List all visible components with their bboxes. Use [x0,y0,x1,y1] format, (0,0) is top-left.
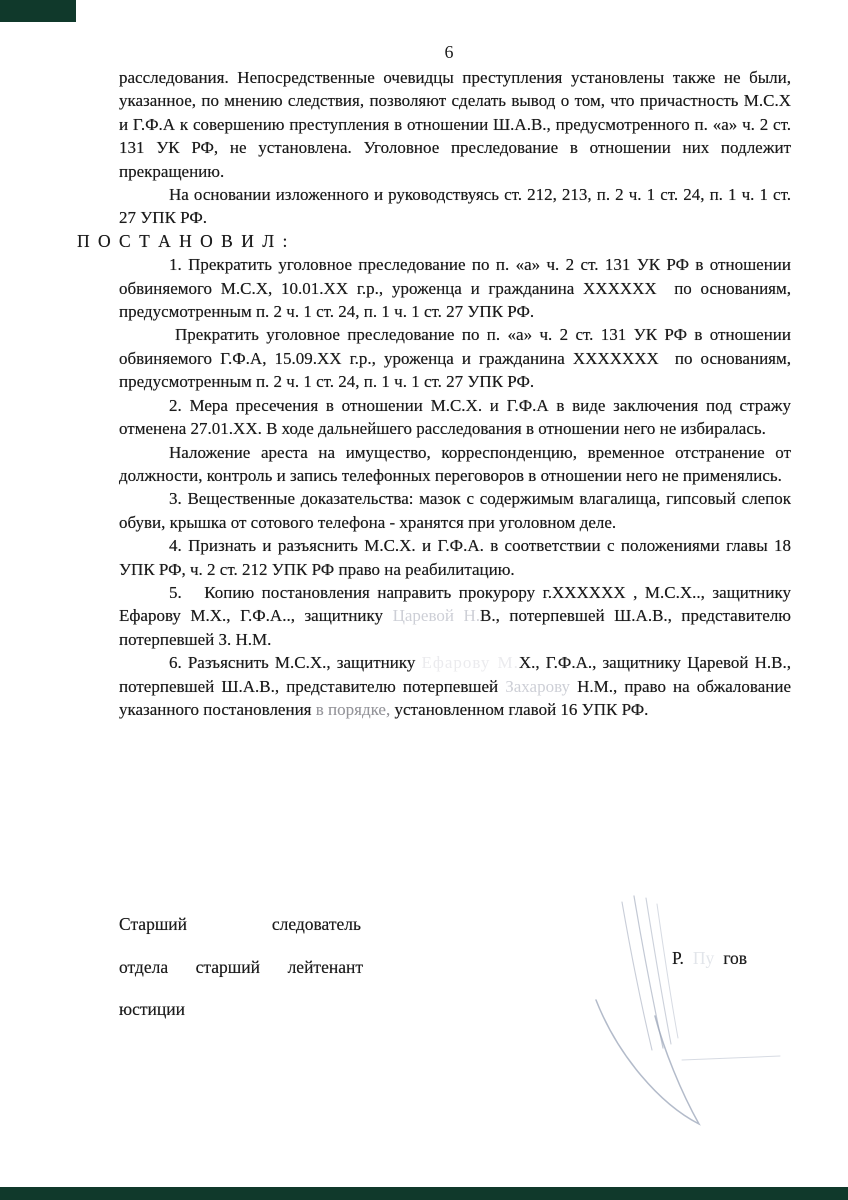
signature-block [119,914,387,1042]
scan-artifact-top-left [0,0,76,22]
para-item-2: 2. Мера пресечения в отношении М.С.Х. и Г.Ф.А в виде заключения под стражу отменена 27.01.ХХ. В ходе дальнейшего расследования в отношении него не избиралась. [119,395,791,439]
signer-title-line-1 [119,914,361,935]
item6-redacted-name-2: Захарову [505,676,571,696]
resolution-heading: П О С Т А Н О В И Л : [77,230,290,251]
item6-mid2: Н.М., право на обжалование указанного постановления [119,676,791,719]
item5-redacted-name: Царевой Н. [392,606,481,626]
item5-text: 5. Копию постановления направить прокурору г.ХХХХХХ , М.С.Х.., защитнику Ефарову М.Х., Г.Ф.А.., защитнику [119,582,791,626]
item6-faded-words: в порядке, [315,699,391,719]
signer-title-word: лейтенант [287,956,363,977]
item6-redacted-name-1: Ефарову М. [421,653,519,673]
scan-artifact-bottom-bar [0,1187,848,1200]
item6-mid: Х., Г.Ф.А., защитнику Царевой Н.В., потерпевшей Ш.А.В., представителю потерпевшей [119,653,792,696]
document-body [77,66,792,721]
signer-name-tail: гов [723,948,748,968]
signer-title-word: старший [195,956,261,977]
para-item-1: 1. Прекратить уголовное преследование по п. «а» ч. 2 ст. 131 УК РФ в отношении обвиняемого М.С.Х, 10.01.ХХ г.р., уроженца и гражданина ХХХХХХ по основаниям, предусмотренным п. 2 ч. 1 ст. 24, п. 1 ч. 1 ст. 27 УПК РФ. [119,255,791,322]
handwritten-signature [560,878,810,1168]
para-item-6 [119,651,791,721]
para-arrest: Наложение ареста на имущество, корреспонденцию, временное отстранение от должности, контроль и запись телефонных переговоров в отношении него не применялись. [119,442,791,485]
signer-title-word: отдела [119,956,169,977]
signer-name-redacted: Пу [692,948,715,968]
para-item-3: 3. Вещественные доказательства: мазок с содержимым влагалища, гипсовый слепок обуви, крышка от сотового телефона - хранятся при уголовном деле. [119,489,791,532]
item6-tail: установленном главой 16 УПК РФ. [390,699,649,719]
signer-title-word: Старший [119,914,188,934]
item6-text: 6. Разъяснить М.С.Х., защитнику [169,653,422,673]
para-item-4: 4. Признать и разъяснить М.С.Х. и Г.Ф.А. в соответствии с положениями главы 18 УПК РФ, ч. 2 ст. 212 УПК РФ право на реабилитацию. [119,536,791,579]
para-continuation: расследования. Непосредственные очевидцы преступления установлены также не были, указанное, по мнению следствия, позволяют сделать вывод о том, что причастность М.С.Х и Г.Ф.А к совершению преступления в отношении Ш.А.В., предусмотренного п. «а» ч. 2 ст. 131 УК РФ, не установлена. Уголовное преследование в отношении них подлежит прекращению. [119,68,791,181]
signer-initial: Р. [672,948,684,968]
para-item-1b: Прекратить уголовное преследование по п. «а» ч. 2 ст. 131 УК РФ в отношении обвиняемого Г.Ф.А, 15.09.ХХ г.р., уроженца и гражданина ХХХХХХХ по основаниям, предусмотренным п. 2 ч. 1 ст. 24, п. 1 ч. 1 ст. 27 УПК РФ. [119,325,791,392]
signer-title-line-2 [119,957,363,978]
item5-tail: В., потерпевшей Ш.А.В., представителю потерпевшей З. Н.М. [119,606,792,649]
page-number: 6 [444,42,454,62]
para-basis: На основании изложенного и руководствуясь ст. 212, 213, п. 2 ч. 1 ст. 24, п. 1 ч. 1 ст. 27 УПК РФ. [119,185,791,228]
para-item-5 [119,581,791,651]
signer-title-word: следователь [271,914,361,934]
signer-title-line-3: юстиции [119,999,185,1019]
